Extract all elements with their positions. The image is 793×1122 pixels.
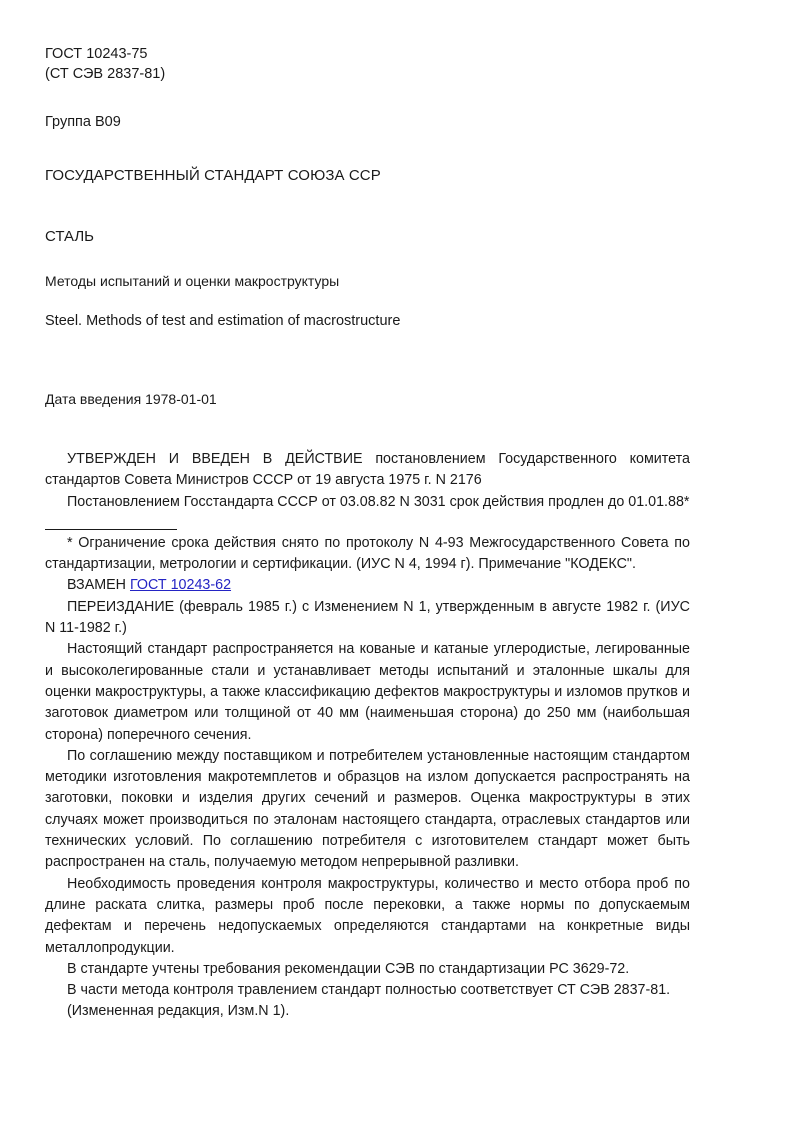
- introduction-date: Дата введения 1978-01-01: [45, 391, 217, 407]
- approval-paragraph-2: Постановлением Госстандарта СССР от 03.08.82 N 3031 срок действия продлен до 01.01.88*: [67, 493, 690, 510]
- reissue-line: ПЕРЕИЗДАНИЕ (февраль 1985 г.) с Изменением N 1, утвержденным в августе 1982 г. (ИУС N 11-1982 г.): [45, 598, 690, 637]
- document-content: [45, 44, 690, 1023]
- body-paragraph-6: (Измененная редакция, Изм.N 1).: [67, 1003, 290, 1020]
- body-paragraph-2: По соглашению между поставщиком и потребителем установленные настоящим стандартом методики изготовления макротемплетов и образцов на излом допускается распространять на заготовки, поковки и изделия других сечений и размеров. Оценка макроструктуры в этих случаях может производиться по эталонам настоящего стандарта, отраслевых стандартов или технических условий. По соглашению потребителя с изготовителем стандарт может быть распространен на сталь, получаемую методом непрерывной разливки.: [45, 747, 690, 871]
- spacer: [45, 331, 690, 389]
- document-subtitle-en: Steel. Methods of test and estimation of macrostructure: [45, 313, 401, 329]
- footnote-separator: [45, 529, 177, 530]
- document-subtitle-ru: Методы испытаний и оценки макроструктуры: [45, 273, 340, 289]
- state-standard-heading: ГОСУДАРСТВЕННЫЙ СТАНДАРТ СОЮЗА ССР: [45, 167, 381, 184]
- spacer: [45, 513, 690, 529]
- replaces-prefix: ВЗАМЕН: [67, 577, 130, 594]
- spacer: [45, 132, 690, 165]
- gost-10243-62-link[interactable]: ГОСТ 10243-62: [129, 577, 232, 594]
- spacer: [45, 84, 690, 112]
- document-subject: СТАЛЬ: [45, 228, 95, 245]
- spacer: [45, 186, 690, 226]
- body-paragraph-4: В стандарте учтены требования рекомендации СЭВ по стандартизации РС 3629-72.: [67, 960, 630, 977]
- group-code: Группа В09: [45, 114, 121, 130]
- footnote-text: * Ограничение срока действия снято по протоколу N 4-93 Межгосударственного Совета по стандартизации, метрологии и сертификации. (ИУС N 4, 1994 г). Примечание "КОДЕКС".: [45, 534, 690, 573]
- equivalent-standard-number: (СТ СЭВ 2837-81): [45, 66, 166, 82]
- standard-number: ГОСТ 10243-75: [45, 46, 148, 62]
- spacer: [45, 291, 690, 311]
- spacer: [45, 247, 690, 271]
- approval-paragraph-1: УТВЕРЖДЕН И ВВЕДЕН В ДЕЙСТВИЕ постановлением Государственного комитета стандартов Совета Министров СССР от 19 августа 1975 г. N 2176: [45, 451, 690, 489]
- body-paragraph-3: Необходимость проведения контроля макроструктуры, количество и место отбора проб по длине раската слитка, размеры проб после перековки, а также нормы по допускаемым дефектам и перечень недопускаемых определяются стандартами на конкретные виды металлопродукции.: [45, 875, 690, 956]
- body-paragraph-1: Настоящий стандарт распространяется на кованые и катаные углеродистые, легированные и высоколегированные стали и устанавливает методы испытаний и эталонные шкалы для оценки макроструктуры, а также классификацию дефектов макроструктуры и изломов прутков и заготовок диаметром или толщиной от 40 мм (наименьшая сторона) до 250 мм (наибольшая сторона) поперечного сечения.: [45, 641, 690, 743]
- replaces-line: [45, 575, 690, 596]
- body-paragraph-5: В части метода контроля травлением стандарт полностью соответствует СТ СЭВ 2837-81.: [67, 982, 671, 999]
- spacer: [45, 409, 690, 449]
